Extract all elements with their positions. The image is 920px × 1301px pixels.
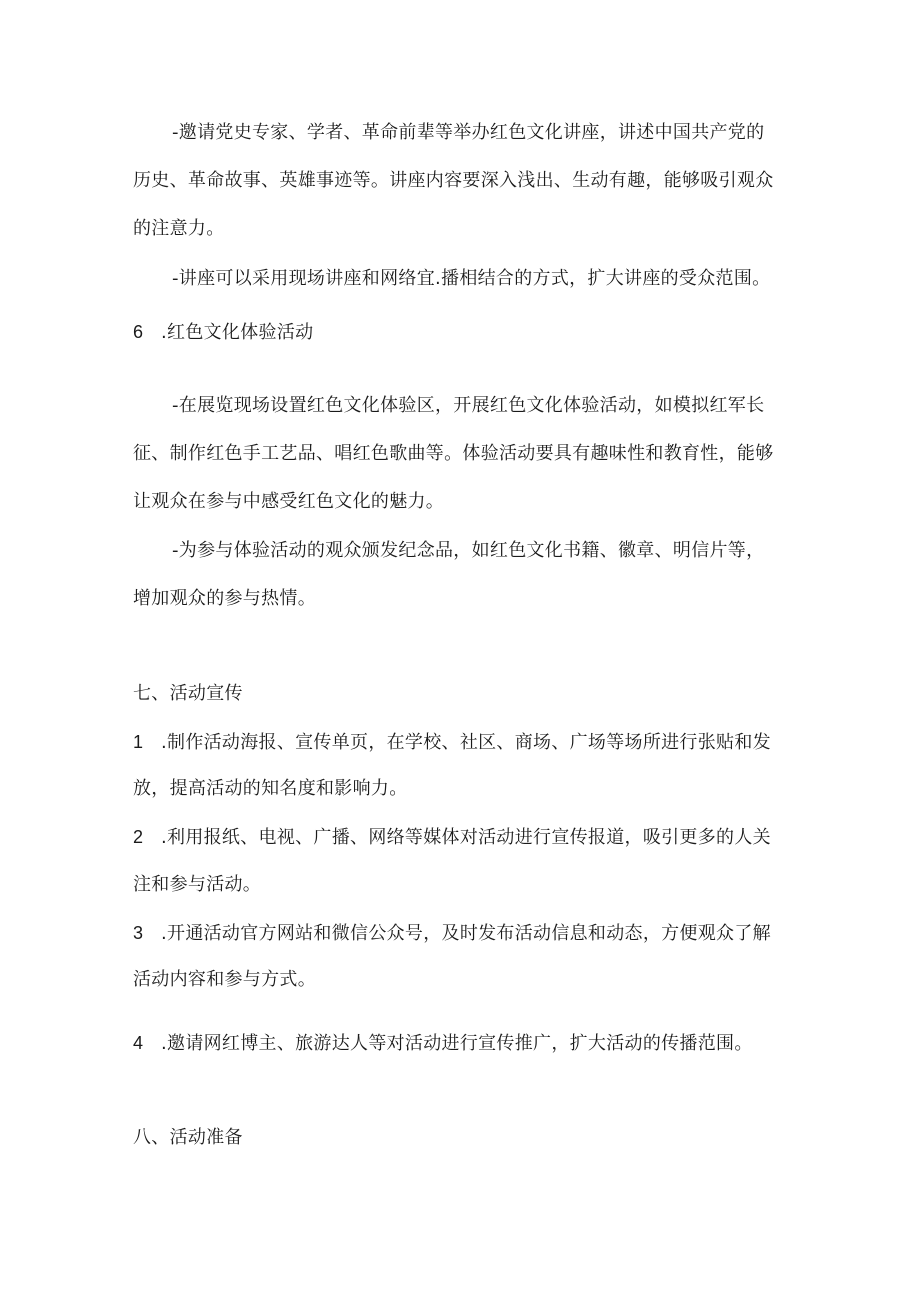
list-item [133,921,771,946]
list-item [133,825,771,850]
list-item-continuation: 活动内容和参与方式。 [133,969,316,990]
paragraph-line: -在展览现场设置红色文化体验区，开展红色文化体验活动，如模拟红军长 [172,395,765,416]
list-number: 1 [133,732,144,752]
list-number: 2 [133,827,144,847]
list-item-heading [133,320,313,345]
paragraph-line: 增加观众的参与热情。 [133,588,316,609]
list-item-text: .制作活动海报、宣传单页，在学校、社区、商场、广场等场所进行张贴和发 [161,732,771,753]
paragraph-line: -为参与体验活动的观众颁发纪念品，如红色文化书籍、徽章、明信片等， [172,540,765,561]
section-heading: 八、活动准备 [133,1127,243,1148]
list-item-text: .开通活动官方网站和微信公众号，及时发布活动信息和动态，方便观众了解 [161,923,771,944]
list-number: 6 [133,322,144,342]
list-item-text: .红色文化体验活动 [161,322,314,343]
list-item [133,1031,753,1056]
paragraph-line: 征、制作红色手工艺品、唱红色歌曲等。体验活动要具有趣味性和教育性，能够 [133,443,774,464]
list-item-text: .利用报纸、电视、广播、网络等媒体对活动进行宣传报道，吸引更多的人关 [161,827,771,848]
list-item-continuation: 注和参与活动。 [133,874,262,895]
list-item-continuation: 放，提高活动的知名度和影响力。 [133,778,408,799]
paragraph-line: -邀请党史专家、学者、革命前辈等举办红色文化讲座，讲述中国共产党的 [172,122,765,143]
list-item-text: .邀请网红博主、旅游达人等对活动进行宣传推广，扩大活动的传播范围。 [161,1033,753,1054]
section-heading: 七、活动宣传 [133,683,243,704]
list-number: 3 [133,923,144,943]
list-item [133,730,771,755]
paragraph-line: 让观众在参与中感受红色文化的魅力。 [133,491,445,512]
paragraph-line: -讲座可以采用现场讲座和网络宜.播相结合的方式，扩大讲座的受众范围。 [172,268,771,289]
paragraph-line: 历史、革命故事、英雄事迹等。讲座内容要深入浅出、生动有趣，能够吸引观众 [133,170,774,191]
paragraph-line: 的注意力。 [133,218,225,239]
list-number: 4 [133,1033,144,1053]
